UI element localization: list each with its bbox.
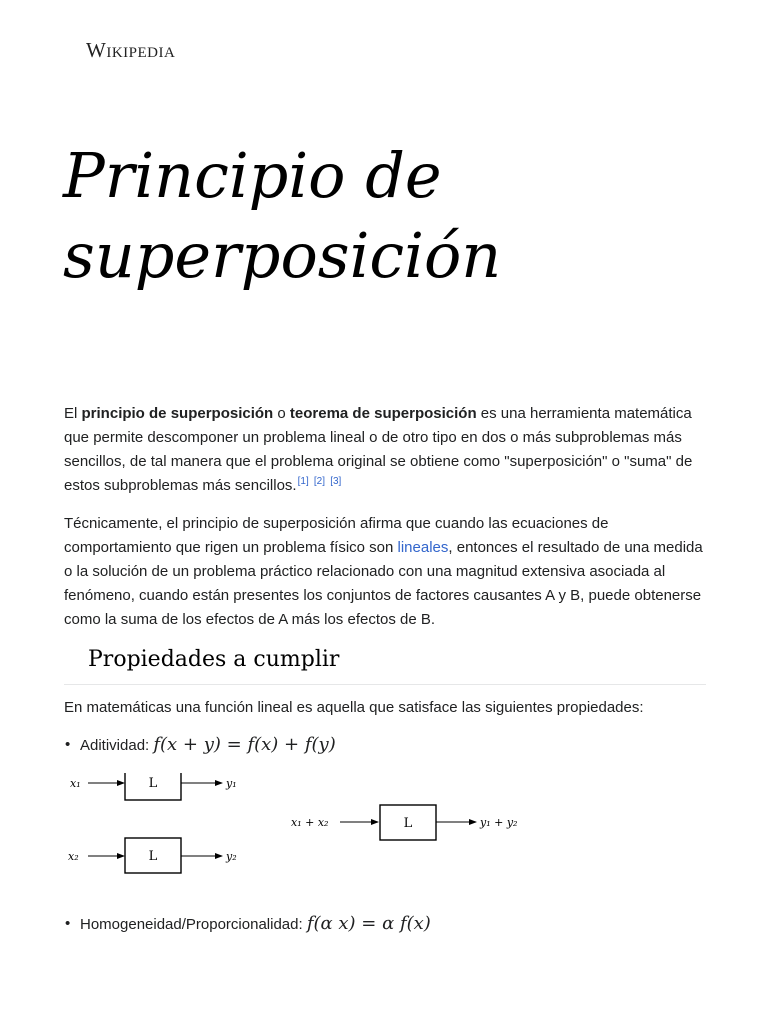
page-title: Principio de superposición <box>63 139 502 292</box>
bold-term-teorema: teorema de superposición <box>289 405 477 422</box>
p1-text-2: o <box>273 405 290 422</box>
p1-text-1: El <box>64 405 82 422</box>
block-bottom-label: L <box>148 849 158 864</box>
wikipedia-logo[interactable]: Wikipedia <box>86 38 176 62</box>
reference-link-2[interactable]: [2] <box>313 476 326 487</box>
output-y2-label: y₂ <box>226 850 237 863</box>
technical-paragraph <box>64 512 706 632</box>
lineales-link[interactable]: lineales <box>397 539 449 556</box>
output-sum-label: y₁ + y₂ <box>480 816 518 829</box>
properties-list <box>64 732 706 759</box>
block-sum-label: L <box>403 816 413 831</box>
p1-text-3: es una herramienta matemática que permite descomponer un problema lineal o de otro tipo en dos o más subproblemas más sencillos, de tal manera que el problema original se obtiene como "superposición" o "suma" de estos subproblemas más sencillos. <box>64 405 693 494</box>
reference-link-1[interactable]: [1] <box>297 476 309 487</box>
block-top-label: L <box>148 776 158 791</box>
superposition-diagram <box>64 773 534 893</box>
p2-text-2: , entonces el resultado de una medida o la solución de un problema práctico relacionado con una magnitud extensiva asociada al fenómeno, cuando están presentes los conjuntos de factores causantes A y B, puede obtenerse como la suma de los efectos de A más los efectos de B. <box>64 539 703 628</box>
p2-text-1: Técnicamente, el principio de superposición afirma que cuando las ecuaciones de comportamiento que rigen un problema físico son <box>64 515 609 556</box>
article-body <box>64 402 706 938</box>
output-y1-label: y₁ <box>226 777 237 790</box>
list-item-aditividad <box>65 732 706 759</box>
section-intro: En matemáticas una función lineal es aquella que satisface las siguientes propiedades: <box>64 699 644 716</box>
input-x2-label: x₂ <box>68 850 79 863</box>
section-heading: Propiedades a cumplir <box>64 644 706 685</box>
property-label: Homogeneidad/Proporcionalidad: <box>80 916 307 933</box>
input-x1-label: x₁ <box>70 777 81 790</box>
intro-paragraph <box>64 402 706 498</box>
formula: f(x + y) = f(x) + f(y) <box>153 734 336 755</box>
bullet-icon: • <box>65 736 71 753</box>
reference-link-3[interactable]: [3] <box>330 476 342 487</box>
property-label: Aditividad: <box>80 737 154 754</box>
properties-list-2 <box>64 911 706 938</box>
list-item-homogeneidad <box>65 911 706 938</box>
bold-term-principio: principio de superposición <box>81 405 274 422</box>
input-sum-label: x₁ + x₂ <box>291 816 329 829</box>
bullet-icon: • <box>65 915 71 932</box>
formula: f(α x) = α f(x) <box>306 913 431 934</box>
